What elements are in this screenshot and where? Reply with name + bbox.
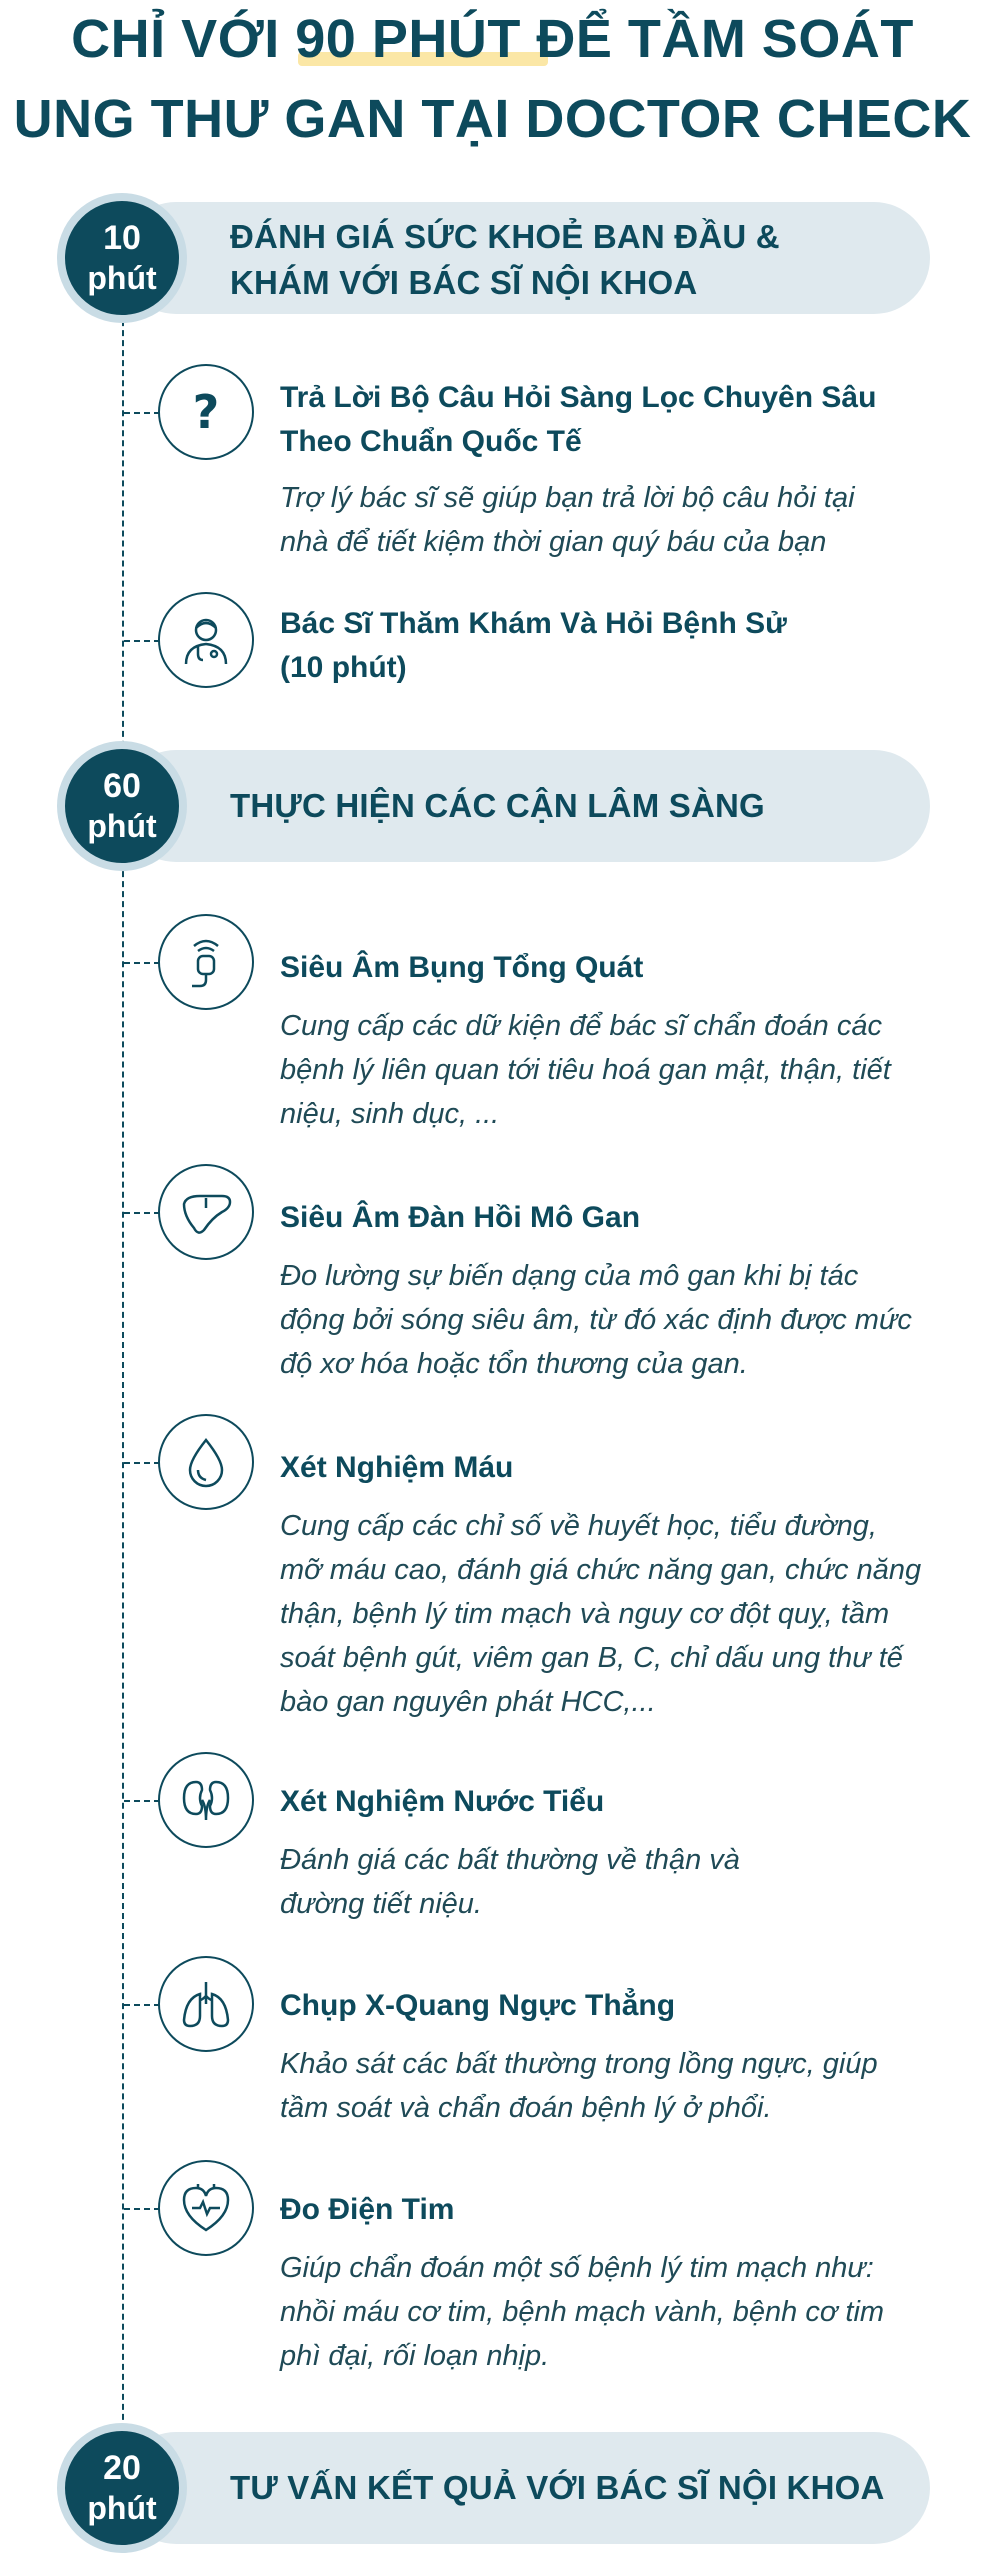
doctor-icon — [158, 592, 254, 688]
item-desc-chest-xray: Khảo sát các bất thường trong lồng ngực, giúp tầm soát và chẩn đoán bệnh lý ở phổi. — [280, 2048, 878, 2124]
svg-text:?: ? — [192, 385, 220, 439]
timeline-line — [122, 270, 124, 2460]
step-title-result-consultation: TƯ VẤN KẾT QUẢ VỚI BÁC SĨ NỘI KHOA — [230, 2469, 885, 2506]
item-connector — [124, 2208, 160, 2210]
item-title-ecg: Đo Điện Tim — [280, 2193, 455, 2226]
item-connector — [124, 1800, 160, 1802]
time-badge-60: 60 phút — [57, 741, 187, 871]
page-title-line1: CHỈ VỚI 90 PHÚT ĐỂ TẦM SOÁT — [71, 9, 914, 69]
question-icon — [158, 364, 254, 460]
item-title-abdominal-ultrasound: Siêu Âm Bụng Tổng Quát — [280, 951, 644, 984]
step-title-initial-assessment: ĐÁNH GIÁ SỨC KHOẺ BAN ĐẦU & KHÁM VỚI BÁC SĨ NỘI KHOA — [230, 218, 780, 301]
page-title-line2: UNG THƯ GAN TẠI DOCTOR CHECK — [13, 89, 972, 149]
item-connector — [124, 640, 160, 642]
time-badge-20: 20 phút — [57, 2423, 187, 2553]
heart-icon — [158, 2160, 254, 2256]
kidney-icon — [158, 1752, 254, 1848]
item-desc-liver-elastography: Đo lường sự biến dạng của mô gan khi bị tác động bởi sóng siêu âm, từ đó xác định được mức độ xơ hóa hoặc tổn thương của gan. — [280, 1260, 912, 1380]
item-desc-blood-test: Cung cấp các chỉ số về huyết học, tiểu đường, mỡ máu cao, đánh giá chức năng gan, chức năng thận, bệnh lý tim mạch và nguy cơ đột quỵ, tầm soát bệnh gút, viêm gan B, C, chỉ dấu ung thư tế bào gan nguyên phát HCC,... — [280, 1510, 922, 1718]
time-badge-10: 10 phút — [57, 193, 187, 323]
item-desc-ecg: Giúp chẩn đoán một số bệnh lý tim mạch như: nhồi máu cơ tim, bệnh mạch vành, bệnh cơ tim phì đại, rối loạn nhịp. — [280, 2252, 885, 2372]
item-title-liver-elastography: Siêu Âm Đàn Hồi Mô Gan — [280, 1201, 641, 1234]
lungs-icon — [158, 1956, 254, 2052]
item-title-questionnaire: Trả Lời Bộ Câu Hỏi Sàng Lọc Chuyên Sâu Theo Chuẩn Quốc Tế — [280, 381, 877, 458]
step-title-clinical-tests: THỰC HIỆN CÁC CẬN LÂM SÀNG — [230, 787, 765, 824]
item-desc-abdominal-ultrasound: Cung cấp các dữ kiện để bác sĩ chẩn đoán các bệnh lý liên quan tới tiêu hoá gan mật, thận, tiết niệu, sinh dục, ... — [280, 1010, 891, 1130]
item-title-urine-test: Xét Nghiệm Nước Tiểu — [280, 1785, 605, 1818]
ultrasound-probe-icon — [158, 914, 254, 1010]
item-connector — [124, 962, 160, 964]
item-title-doctor-consultation: Bác Sĩ Thăm Khám Và Hỏi Bệnh Sử (10 phút) — [280, 607, 787, 684]
item-desc-questionnaire: Trợ lý bác sĩ sẽ giúp bạn trả lời bộ câu hỏi tại nhà để tiết kiệm thời gian quý báu của bạn — [280, 482, 855, 558]
item-connector — [124, 1462, 160, 1464]
item-connector — [124, 1212, 160, 1214]
blood-drop-icon — [158, 1414, 254, 1510]
liver-icon — [158, 1164, 254, 1260]
item-connector — [124, 412, 160, 414]
item-desc-urine-test: Đánh giá các bất thường về thận và đường tiết niệu. — [280, 1844, 740, 1920]
item-title-chest-xray: Chụp X-Quang Ngực Thẳng — [280, 1989, 676, 2022]
item-title-blood-test: Xét Nghiệm Máu — [280, 1451, 514, 1484]
item-connector — [124, 2004, 160, 2006]
